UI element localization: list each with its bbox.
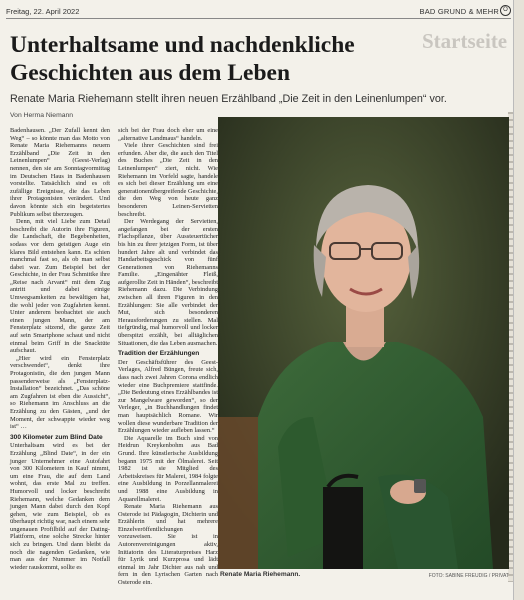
text-column-2	[118, 127, 218, 587]
paragraph: „Hier wird ein Fensterplatz verschwendet“, denkt ihre Protagonistin, die den jungen Mann passenderweise als „Fensterplatz-Installation“ bezeichnet. „Das schöne am Zugfahren ist eben die Aussicht“, so Riehemann im Anschluss an die Erzählung zu den Gästen, „und der Moment, der schwappte wieder weg ist“ …	[10, 354, 110, 431]
photo-caption: Renate Maria Riehemann.	[220, 571, 301, 578]
headline-line-1: Unterhaltsame und nachdenkliche	[10, 32, 355, 58]
portrait-photo	[218, 117, 509, 569]
section-name: BAD GRUND & MEHR	[419, 7, 499, 16]
page-mark: O	[500, 5, 511, 16]
subheading: Tradition der Erzählungen	[118, 350, 200, 358]
issue-date: Freitag, 22. April 2022	[6, 7, 80, 16]
article-byline: Von Herma Niemann	[10, 112, 74, 119]
paragraph: Unterhaltsam wird es bei der Erzählung „Blind Date“, in der ein junger Unternehmer eine Autofahrt von 300 Kilometern in Kauf nimmt, um eine Frau, die auf dem Land wohnt, das erste Mal zu treffen. Humorvoll und locker beschreibt Riehemann, welche Gedanken dem jungen Mann dabei durch den Kopf gehen, wie zum Beispiel, ob es überhaupt richtig war, nach einem sehr ungenauen Profilbild auf der Dating-Plattform, eine solche Strecke hinter sich zu bringen. Und dann bleibt da noch die nagenden Gedanken, wie man aus der Nummer im Notfall wieder rauskommt, sollte es	[10, 442, 110, 571]
text-column-1	[10, 127, 110, 587]
headline-line-2: Geschichten aus dem Leben	[10, 60, 291, 86]
photo-credit: FOTO: SABINE FREUDIG / PRIVAT	[428, 573, 509, 579]
paragraph: Renate Maria Riehemann aus Osterode ist Pädagogin, Dichterin und Erzählerin und hat mehrere Einzelveröffentlichungen vorzuweisen. Sie ist in Autorenvereinigungen aktiv, Initiatorin des Literaturpreises Harz für Lyrik und Kurzprosa und lädt einmal im Jahr Dichter aus nah und fern in den Lyrischen Garten nach Osterode ein.	[118, 503, 218, 587]
paragraph: sich bei der Frau doch eher um eine „alternative Landmaus“ handeln.	[118, 127, 218, 142]
paragraph: Badenhausen. „Der Zufall kennt den Weg“ – so könnte man das Motto von Renate Maria Riehemanns neuem Erzählband „Die Zeit in den Leinenlumpen“ (Geest-Verlag) nennen, den sie am Sonntagvormittag im Deutschen Haus in Badenhausen vorstellte. Tatsächlich sind es oft zufällige Ereignisse, die das Leben ihrer Protagonisten verändert. Und davon könnte sich ein begeistertes Publikum selbst überzeugen.	[10, 127, 110, 218]
subheading: 300 Kilometer zum Blind Date	[10, 433, 103, 441]
paragraph: Die Aquarelle im Buch sind von Heidrun Kreykenbohm aus Bad Grund. Ihre künstlerische Ausbildung begann 1975 mit der Ölmalerei. Seit 1982 ist sie Mitglied des Arbeitskreises für Malerei, 1984 folgte eine Ausbildung in Porzellanmalerei und 1988 eine Ausbildung in Aquarellmalerei.	[118, 434, 218, 503]
paragraph: Der Geschäftsführer des Geest-Verlages, Alfred Büngen, freute sich, dass nach zwei Jahren Corona endlich wieder eine Buchpremiere stattfinde. „Die Bedeutung eines Erzählbandes ist zur Mangelware geworden“, so der Verleger, „in Buchhandlungen findet man hauptsächlich Romane. Wir wollen diese wunderbare Tradition der Erzählungen wieder aufleben lassen.“	[118, 358, 218, 435]
neighbor-article-title: Startseite	[422, 29, 508, 53]
page-masthead	[6, 6, 511, 18]
header-rule	[6, 18, 511, 19]
next-page-edge	[513, 0, 524, 600]
paragraph: Der Werdegang der Servietten, angefangen bei der ersten Flachspflanze, über Aussteuertücher bis hin zu ihrer jetzigen Form, ist über hundert Jahre alt und verbindet das Handarbeitsgeschick von fünf Generationen von Riehemanns Familie. „Eingenähter Fleiß, aufgerollte Zeit in Händen“, beschreibt Riehemann dazu. Die Verbindung zwischen all ihren Figuren in den Erzählungen: Sie alle verbindet der Mut, sich besonderen Herausforderungen zu stellen. Mal tiefgründig, mal humorvoll und locker überspitzt erzählt, bei alltäglichen Situationen, die das Leben ausmachen.	[118, 218, 218, 347]
article-headline	[10, 31, 410, 87]
article-subhead: Renate Maria Riehemann stellt ihren neuen Erzählband „Die Zeit in den Leinenlumpen“ vor.	[10, 93, 447, 105]
portrait-illustration	[218, 117, 509, 569]
paragraph: Viele ihrer Geschichten sind frei erfunden. Aber die, die auch den Titel des Buches „Die Zeit in den Leinenlumpen“ ziert, nicht. Wie Riehemann im Vorfeld sagte, handele es sich bei dieser Erzählung um eine generationenübergreifende Geschichte, die den Weg von heute ganz besonderen Leinen-Servietten beschreibt.	[118, 142, 218, 218]
paragraph: Denn, mit viel Liebe zum Detail beschreibt die Autorin ihre Figuren, die Landschaft, die Begebenheiten, sodass vor dem geistigen Auge ein klares Bild entstehen kann. Es schien manchmal fast so, als ob man selbst dabei war. Zum Beispiel bei der Geschichte, in der Frau Schmittke ihre „Reise nach Arvant“ mit dem Zug antritt und dabei einige Umwegsamkeiten zu bewältigen hat, die wohl jeder von Zugfahrten kennt. Unter anderem beobachtet sie auch einen jungen Mann, der am Fensterplatz sitzend, die ganze Zeit auf sein Smartphone schaut und nicht einmal beim Griff in die Snacktüte aufschaut.	[10, 218, 110, 355]
